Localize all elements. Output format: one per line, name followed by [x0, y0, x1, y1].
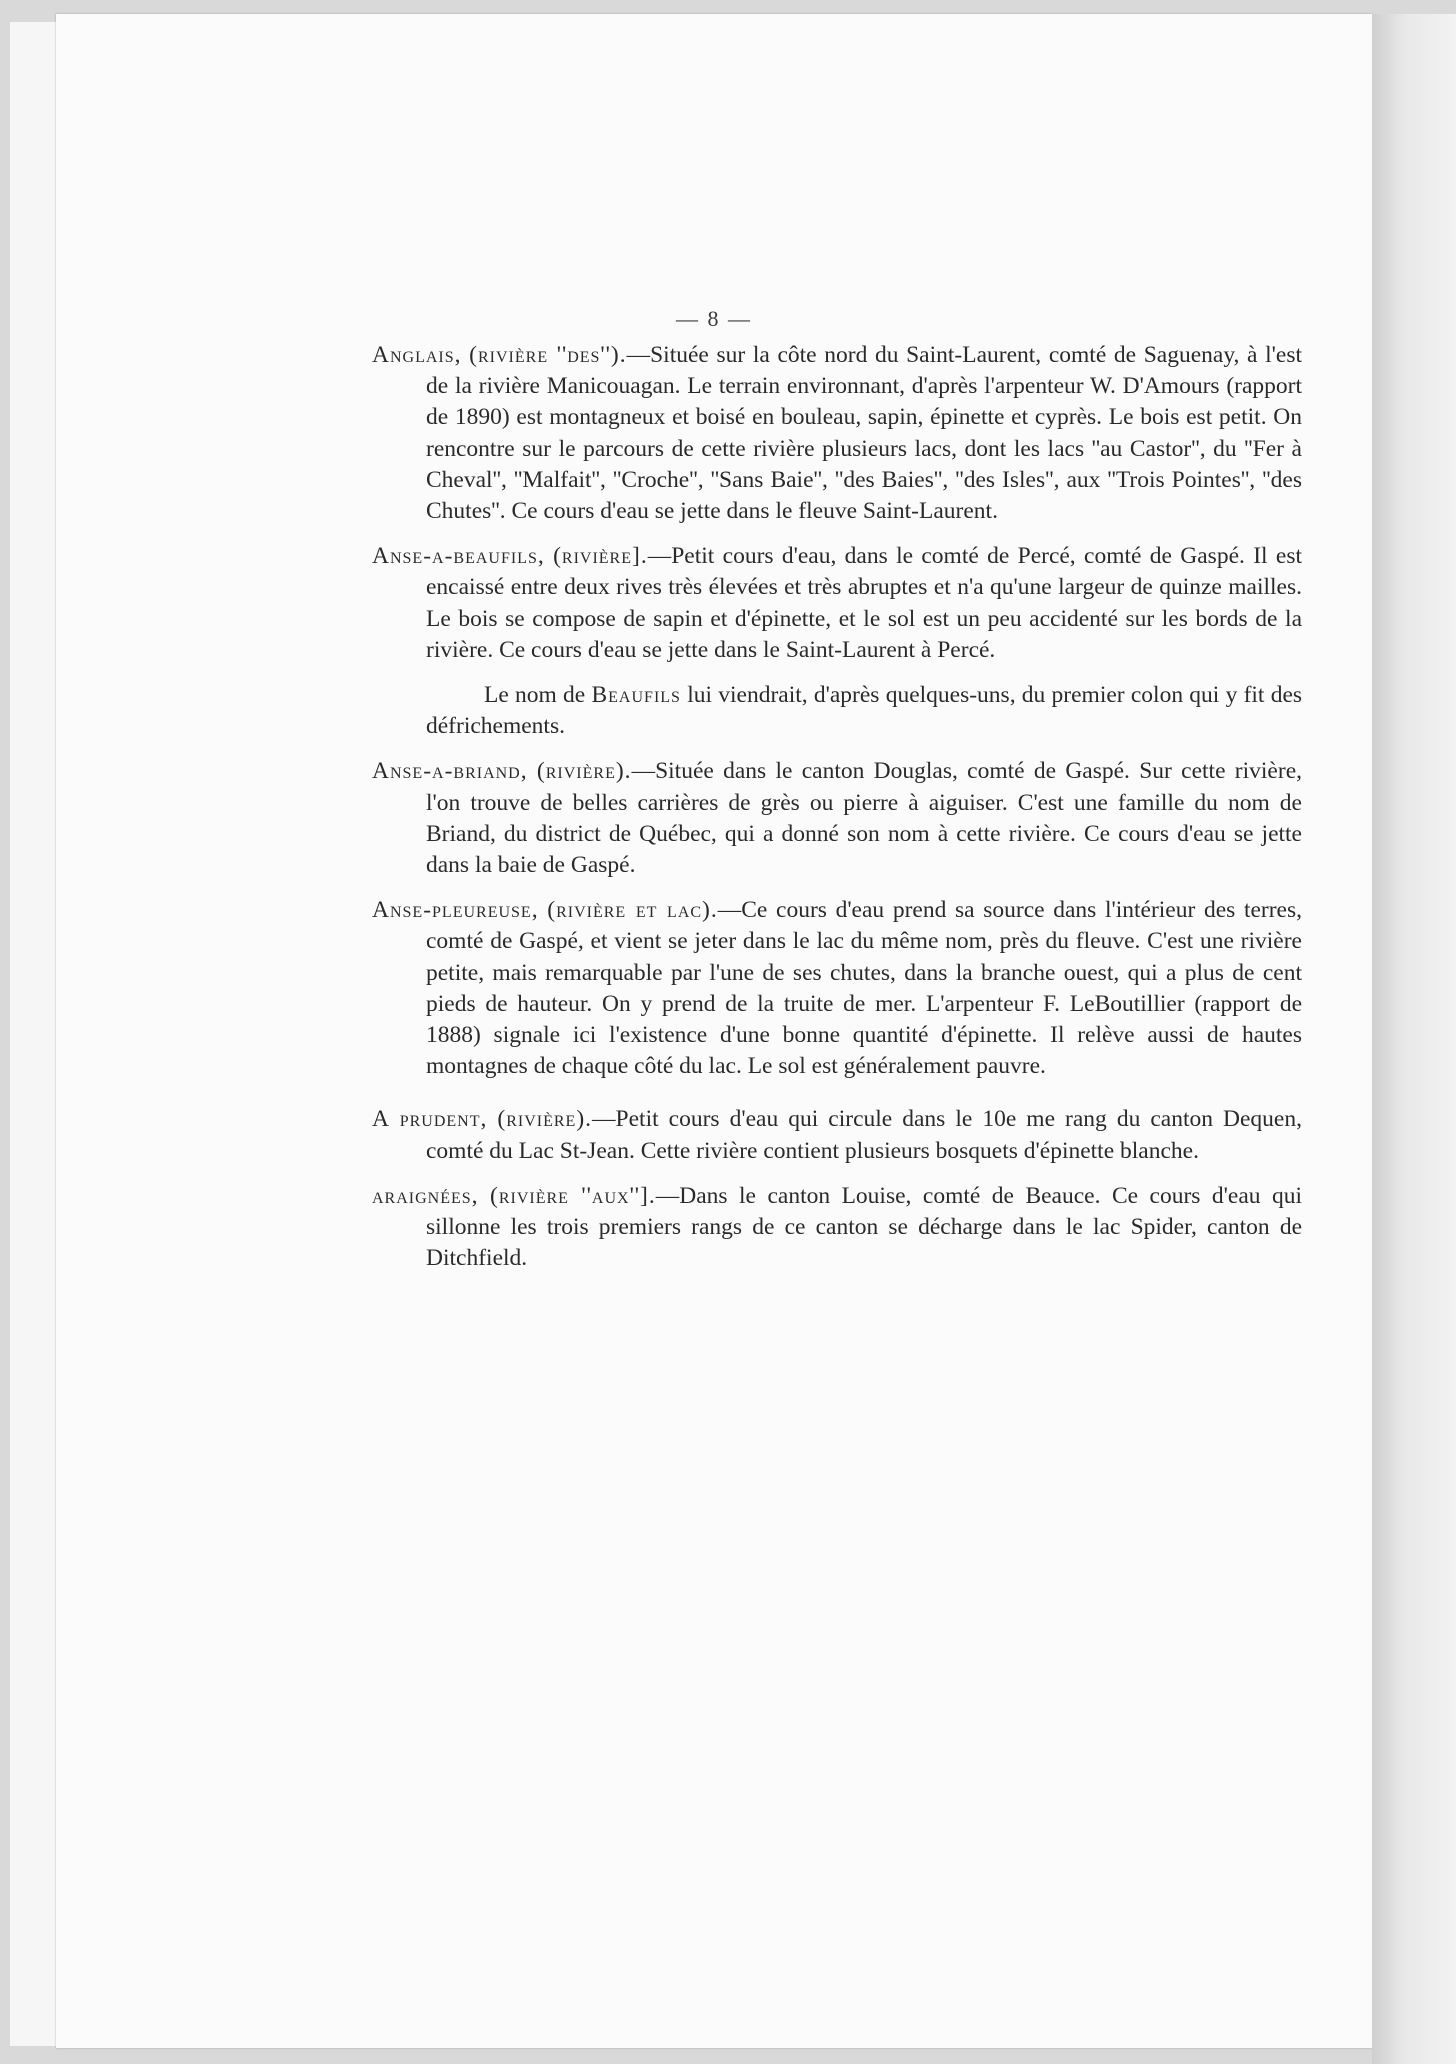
entry-text: —Petit cours d'eau, dans le comté de Percé, comté de Gaspé. Il est encaissé entre deux rives très élevées et très abruptes et n'a qu'une largeur de quinze mailles. Le bois se compose de sapin et d'épinette, et le sol est un peu accidenté sur les bords de la rivière. Ce cours d'eau se jette dans le Saint-Laurent à Percé.: [426, 543, 1303, 663]
entry-araignees: [372, 1181, 1302, 1275]
entry-head: Anse-a-briand,: [372, 758, 528, 785]
entry-subhead: (rivière).: [497, 1106, 593, 1133]
entry-subhead: (rivière].: [553, 543, 648, 570]
note-text-post: lui viendrait, d'après quelques-uns, du premier colon qui y fit des défrichements.: [426, 682, 1303, 740]
entry-head: Anglais,: [372, 342, 462, 368]
page-number: — 8 —: [676, 306, 752, 331]
entry-note-beaufils: [372, 680, 1302, 742]
entry-subhead: (rivière).: [536, 758, 632, 785]
page-body: [372, 340, 1302, 1288]
entry-head: Anse-pleureuse,: [372, 897, 539, 924]
entry-subhead: (rivière et lac).: [547, 897, 718, 924]
entry-text: —Située dans le canton Douglas, comté de Gaspé. Sur cette rivière, l'on trouve de belles carrières de grès ou pierre à aiguiser. C'est une famille du nom de Briand, du district de Québec, qui a donné son nom à cette rivière. Ce cours d'eau se jette dans la baie de Gaspé.: [426, 758, 1302, 879]
entry-anse-pleureuse: [372, 895, 1302, 1082]
book-page: [56, 14, 1372, 2048]
entry-anglais: [372, 340, 1302, 527]
entry-text: —Ce cours d'eau prend sa source dans l'intérieur des terres, comté de Gaspé, et vient se jeter dans le lac du même nom, près du fleuve. C'est une rivière petite, mais remarquable par l'une de ses chutes, dans la branche ouest, qui a plus de cent pieds de hauteur. On y prend de la truite de mer. L'arpenteur F. LeBoutillier (rapport de 1888) signale ici l'existence d'une bonne quantité d'épinette. Il relève aussi de hautes montagnes de chaque côté du lac. Le sol est généralement pauvre.: [426, 897, 1303, 1080]
entry-text: —Située sur la côte nord du Saint-Laurent, comté de Saguenay, à l'est de la rivière Manicouagan. Le terrain environnant, d'après l'arpenteur W. D'Amours (rapport de 1890) est montagneux et boisé en bouleau, sapin, épinette et cyprès. Le bois est petit. On rencontre sur le parcours de cette rivière plusieurs lacs, dont les lacs ''au Castor'', du ''Fer à Cheval'', ''Malfait'', ''Croche'', ''Sans Baie'', ''des Baies'', ''des Isles'', aux ''Trois Pointes'', ''des Chutes''. Ce cours d'eau se jette dans le fleuve Saint-Laurent.: [426, 342, 1303, 525]
entry-head: A prudent,: [372, 1106, 488, 1133]
scan-margin: [1372, 14, 1456, 2064]
entry-head: araignées,: [372, 1182, 479, 1209]
entry-anse-a-briand: [372, 756, 1302, 881]
entry-anse-a-beaufils: [372, 541, 1302, 666]
entry-head: Anse-a-beaufils,: [372, 543, 545, 570]
entry-subhead: (rivière ''aux''].: [490, 1182, 656, 1209]
entry-subhead: (rivière ''des'').: [469, 342, 627, 368]
entry-text: —Petit cours d'eau qui circule dans le 10e me rang du canton Dequen, comté du Lac St-Jean. Cette rivière contient plusieurs bosquets d'épinette blanche.: [426, 1106, 1302, 1164]
note-name: Beaufils: [591, 682, 681, 709]
entry-a-prudent: [372, 1104, 1302, 1166]
note-text-pre: Le nom de: [484, 682, 586, 709]
entry-text: —Dans le canton Louise, comté de Beauce. Ce cours d'eau qui sillonne les trois premiers rangs de ce canton se décharge dans le lac Spider, canton de Ditchfield.: [426, 1182, 1303, 1272]
